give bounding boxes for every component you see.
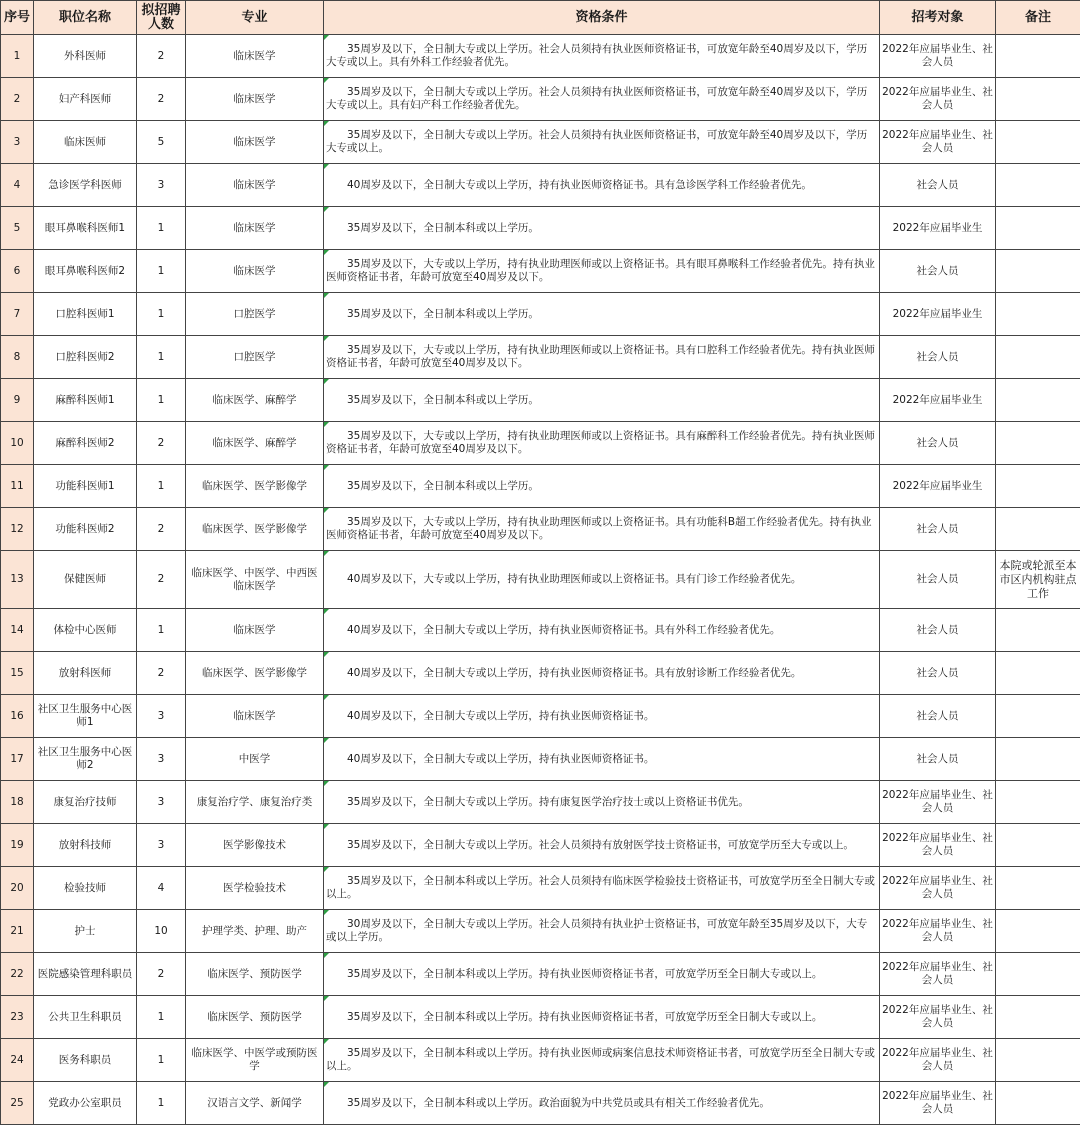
row-remark: 本院或轮派至本市区内机构驻点工作 [996,551,1080,609]
row-target: 2022年应届毕业生 [880,465,996,508]
row-target: 社会人员 [880,336,996,379]
row-major: 临床医学 [186,121,324,164]
row-target: 2022年应届毕业生、社会人员 [880,78,996,121]
row-conditions [324,996,880,1039]
header-position: 职位名称 [34,1,137,35]
row-major: 口腔医学 [186,293,324,336]
row-conditions-text: 35周岁及以下，大专或以上学历，持有执业助理医师或以上资格证书。具有口腔科工作经验者优先。持有执业医师资格证书者，年龄可放宽至40周岁及以下。 [326,344,875,370]
row-remark [996,781,1080,824]
table-row [1,1082,1080,1125]
row-major: 临床医学、麻醉学 [186,379,324,422]
cell-marker-icon [324,867,329,872]
row-conditions-text: 35周岁及以下，全日制大专或以上学历。社会人员须持有执业医师资格证书，可放宽年龄至40周岁及以下，学历大专或以上。具有妇产科工作经验者优先。 [326,86,875,112]
row-position: 眼耳鼻喉科医师1 [34,207,137,250]
row-target: 2022年应届毕业生、社会人员 [880,910,996,953]
row-major: 临床医学 [186,207,324,250]
row-seq: 8 [1,336,34,379]
row-seq: 15 [1,652,34,695]
row-target: 社会人员 [880,695,996,738]
row-position: 麻醉科医师2 [34,422,137,465]
row-count: 2 [137,35,186,78]
cell-marker-icon [324,824,329,829]
row-major: 临床医学、预防医学 [186,953,324,996]
row-conditions [324,508,880,551]
cell-marker-icon [324,738,329,743]
cell-marker-icon [324,164,329,169]
row-major: 临床医学、医学影像学 [186,465,324,508]
row-remark [996,738,1080,781]
cell-marker-icon [324,1039,329,1044]
row-remark [996,609,1080,652]
row-position: 放射科医师 [34,652,137,695]
row-seq: 1 [1,35,34,78]
row-conditions [324,35,880,78]
row-count: 4 [137,867,186,910]
row-target: 社会人员 [880,652,996,695]
row-target: 2022年应届毕业生、社会人员 [880,781,996,824]
row-count: 3 [137,164,186,207]
row-remark [996,867,1080,910]
row-conditions-text: 35周岁及以下，全日制大专或以上学历。社会人员须持有执业医师资格证书，可放宽年龄至40周岁及以下，学历大专或以上。具有外科工作经验者优先。 [326,43,875,69]
table-row [1,867,1080,910]
row-count: 5 [137,121,186,164]
cell-marker-icon [324,508,329,513]
row-position: 社区卫生服务中心医师1 [34,695,137,738]
row-conditions-text: 35周岁及以下，全日制本科或以上学历。持有执业医师资格证书者，可放宽学历至全日制大专或以上。 [326,1011,875,1024]
row-remark [996,953,1080,996]
row-seq: 20 [1,867,34,910]
table-body [1,35,1080,1125]
row-major: 临床医学、医学影像学 [186,508,324,551]
row-remark [996,996,1080,1039]
row-count: 2 [137,551,186,609]
row-remark [996,336,1080,379]
row-count: 1 [137,465,186,508]
row-major: 护理学类、护理、助产 [186,910,324,953]
table-row [1,953,1080,996]
cell-marker-icon [324,781,329,786]
row-conditions [324,379,880,422]
row-conditions [324,207,880,250]
row-count: 3 [137,695,186,738]
row-target: 社会人员 [880,738,996,781]
row-major: 医学检验技术 [186,867,324,910]
row-target: 2022年应届毕业生、社会人员 [880,953,996,996]
row-seq: 2 [1,78,34,121]
row-count: 3 [137,738,186,781]
row-seq: 9 [1,379,34,422]
row-position: 眼耳鼻喉科医师2 [34,250,137,293]
table-row [1,824,1080,867]
row-position: 医院感染管理科职员 [34,953,137,996]
row-remark [996,379,1080,422]
row-major: 临床医学、中医学、中西医临床医学 [186,551,324,609]
row-seq: 24 [1,1039,34,1082]
table-row [1,996,1080,1039]
row-position: 口腔科医师1 [34,293,137,336]
row-seq: 10 [1,422,34,465]
header-remark: 备注 [996,1,1080,35]
row-count: 2 [137,78,186,121]
row-count: 10 [137,910,186,953]
row-conditions-text: 35周岁及以下，全日制本科或以上学历。 [326,394,875,407]
row-remark [996,422,1080,465]
row-target: 社会人员 [880,164,996,207]
table-row [1,35,1080,78]
row-seq: 6 [1,250,34,293]
row-conditions-text: 35周岁及以下，大专或以上学历，持有执业助理医师或以上资格证书。具有麻醉科工作经验者优先。持有执业医师资格证书者，年龄可放宽至40周岁及以下。 [326,430,875,456]
row-conditions [324,121,880,164]
row-seq: 13 [1,551,34,609]
cell-marker-icon [324,250,329,255]
row-position: 检验技师 [34,867,137,910]
cell-marker-icon [324,910,329,915]
row-conditions [324,1039,880,1082]
row-conditions-text: 30周岁及以下，全日制大专或以上学历。社会人员须持有执业护士资格证书，可放宽年龄至35周岁及以下，大专或以上学历。 [326,918,875,944]
row-conditions [324,824,880,867]
row-remark [996,1039,1080,1082]
row-count: 1 [137,609,186,652]
row-conditions [324,609,880,652]
table-row [1,609,1080,652]
row-count: 1 [137,293,186,336]
row-position: 口腔科医师2 [34,336,137,379]
row-major: 临床医学、医学影像学 [186,652,324,695]
row-position: 外科医师 [34,35,137,78]
row-conditions [324,781,880,824]
row-conditions [324,164,880,207]
table-row [1,207,1080,250]
row-count: 1 [137,996,186,1039]
row-seq: 14 [1,609,34,652]
row-major: 医学影像技术 [186,824,324,867]
row-remark [996,910,1080,953]
table-row [1,336,1080,379]
table-row [1,164,1080,207]
row-position: 保健医师 [34,551,137,609]
row-target: 2022年应届毕业生、社会人员 [880,1039,996,1082]
row-seq: 22 [1,953,34,996]
table-row [1,121,1080,164]
row-count: 2 [137,652,186,695]
table-row [1,422,1080,465]
row-position: 党政办公室职员 [34,1082,137,1125]
table-row [1,695,1080,738]
table-row [1,551,1080,609]
row-target: 2022年应届毕业生 [880,293,996,336]
table-row [1,250,1080,293]
row-conditions-text: 40周岁及以下，大专或以上学历，持有执业助理医师或以上资格证书。具有门诊工作经验者优先。 [326,573,875,586]
row-major: 临床医学 [186,609,324,652]
row-conditions [324,652,880,695]
row-target: 2022年应届毕业生 [880,379,996,422]
row-position: 急诊医学科医师 [34,164,137,207]
header-target: 招考对象 [880,1,996,35]
row-seq: 7 [1,293,34,336]
row-target: 2022年应届毕业生、社会人员 [880,1082,996,1125]
row-remark [996,652,1080,695]
row-conditions-text: 35周岁及以下，大专或以上学历，持有执业助理医师或以上资格证书。具有眼耳鼻喉科工作经验者优先。持有执业医师资格证书者，年龄可放宽至40周岁及以下。 [326,258,875,284]
row-target: 2022年应届毕业生、社会人员 [880,35,996,78]
table-row [1,78,1080,121]
cell-marker-icon [324,35,329,40]
row-position: 功能科医师2 [34,508,137,551]
cell-marker-icon [324,1082,329,1087]
row-count: 1 [137,1039,186,1082]
cell-marker-icon [324,652,329,657]
row-major: 康复治疗学、康复治疗类 [186,781,324,824]
cell-marker-icon [324,551,329,556]
table-row [1,781,1080,824]
row-count: 2 [137,422,186,465]
row-count: 1 [137,336,186,379]
row-position: 医务科职员 [34,1039,137,1082]
table-row [1,738,1080,781]
row-remark [996,508,1080,551]
cell-marker-icon [324,121,329,126]
row-position: 康复治疗技师 [34,781,137,824]
cell-marker-icon [324,996,329,1001]
cell-marker-icon [324,422,329,427]
row-conditions-text: 35周岁及以下，全日制本科或以上学历。持有执业医师资格证书者，可放宽学历至全日制大专或以上。 [326,968,875,981]
row-position: 护士 [34,910,137,953]
row-seq: 4 [1,164,34,207]
row-position: 临床医师 [34,121,137,164]
row-remark [996,465,1080,508]
cell-marker-icon [324,293,329,298]
row-conditions [324,910,880,953]
row-position: 公共卫生科职员 [34,996,137,1039]
row-major: 临床医学 [186,695,324,738]
row-major: 临床医学、中医学或预防医学 [186,1039,324,1082]
row-conditions-text: 35周岁及以下，全日制大专或以上学历。社会人员须持有放射医学技士资格证书，可放宽学历至大专或以上。 [326,839,875,852]
row-count: 1 [137,1082,186,1125]
row-conditions [324,738,880,781]
row-remark [996,824,1080,867]
row-major: 临床医学 [186,78,324,121]
table-row [1,508,1080,551]
row-seq: 23 [1,996,34,1039]
row-conditions-text: 40周岁及以下，全日制大专或以上学历，持有执业医师资格证书。具有外科工作经验者优先。 [326,624,875,637]
row-conditions-text: 35周岁及以下，全日制大专或以上学历。持有康复医学治疗技士或以上资格证书优先。 [326,796,875,809]
row-position: 放射科技师 [34,824,137,867]
row-conditions-text: 35周岁及以下，全日制本科或以上学历。社会人员须持有临床医学检验技士资格证书，可放宽学历至全日制大专或以上。 [326,875,875,901]
row-target: 2022年应届毕业生、社会人员 [880,867,996,910]
row-count: 2 [137,953,186,996]
row-conditions-text: 35周岁及以下，全日制本科或以上学历。政治面貌为中共党员或具有相关工作经验者优先。 [326,1097,875,1110]
row-conditions-text: 35周岁及以下，全日制本科或以上学历。 [326,308,875,321]
row-position: 社区卫生服务中心医师2 [34,738,137,781]
row-position: 功能科医师1 [34,465,137,508]
row-seq: 11 [1,465,34,508]
row-target: 社会人员 [880,551,996,609]
header-count: 拟招聘人数 [137,1,186,35]
row-target: 社会人员 [880,609,996,652]
row-conditions-text: 40周岁及以下，全日制大专或以上学历，持有执业医师资格证书。 [326,753,875,766]
row-count: 3 [137,824,186,867]
cell-marker-icon [324,78,329,83]
row-conditions-text: 40周岁及以下，全日制大专或以上学历，持有执业医师资格证书。具有急诊医学科工作经验者优先。 [326,179,875,192]
row-target: 社会人员 [880,422,996,465]
row-target: 2022年应届毕业生、社会人员 [880,996,996,1039]
row-seq: 18 [1,781,34,824]
row-count: 1 [137,207,186,250]
row-seq: 5 [1,207,34,250]
row-conditions [324,695,880,738]
table-row [1,379,1080,422]
cell-marker-icon [324,953,329,958]
table-row [1,652,1080,695]
row-remark [996,293,1080,336]
row-target: 社会人员 [880,250,996,293]
cell-marker-icon [324,379,329,384]
table-row [1,293,1080,336]
row-remark [996,35,1080,78]
row-major: 临床医学 [186,164,324,207]
row-seq: 16 [1,695,34,738]
header-row [1,1,1080,35]
header-seq: 序号 [1,1,34,35]
header-major: 专业 [186,1,324,35]
row-position: 妇产科医师 [34,78,137,121]
row-position: 麻醉科医师1 [34,379,137,422]
row-major: 临床医学、麻醉学 [186,422,324,465]
row-major: 临床医学 [186,35,324,78]
row-conditions [324,336,880,379]
row-remark [996,695,1080,738]
row-seq: 19 [1,824,34,867]
row-conditions [324,250,880,293]
row-count: 2 [137,508,186,551]
row-conditions [324,1082,880,1125]
row-conditions [324,465,880,508]
cell-marker-icon [324,207,329,212]
table-row [1,910,1080,953]
row-conditions-text: 35周岁及以下，大专或以上学历，持有执业助理医师或以上资格证书。具有功能科B超工作经验者优先。持有执业医师资格证书者，年龄可放宽至40周岁及以下。 [326,516,875,542]
row-remark [996,207,1080,250]
row-count: 1 [137,379,186,422]
row-seq: 17 [1,738,34,781]
row-remark [996,250,1080,293]
row-remark [996,121,1080,164]
row-conditions-text: 35周岁及以下，全日制大专或以上学历。社会人员须持有执业医师资格证书，可放宽年龄至40周岁及以下，学历大专或以上。 [326,129,875,155]
row-conditions [324,293,880,336]
row-count: 3 [137,781,186,824]
row-major: 临床医学、预防医学 [186,996,324,1039]
row-major: 临床医学 [186,250,324,293]
row-conditions-text: 35周岁及以下，全日制本科或以上学历。 [326,222,875,235]
row-conditions [324,78,880,121]
cell-marker-icon [324,465,329,470]
cell-marker-icon [324,336,329,341]
row-seq: 3 [1,121,34,164]
row-target: 社会人员 [880,508,996,551]
row-major: 口腔医学 [186,336,324,379]
row-conditions-text: 40周岁及以下，全日制大专或以上学历，持有执业医师资格证书。具有放射诊断工作经验者优先。 [326,667,875,680]
row-target: 2022年应届毕业生、社会人员 [880,121,996,164]
row-major: 中医学 [186,738,324,781]
row-remark [996,1082,1080,1125]
row-conditions-text: 40周岁及以下，全日制大专或以上学历，持有执业医师资格证书。 [326,710,875,723]
row-conditions [324,422,880,465]
cell-marker-icon [324,609,329,614]
row-conditions-text: 35周岁及以下，全日制本科或以上学历。 [326,480,875,493]
row-count: 1 [137,250,186,293]
row-conditions [324,551,880,609]
table-row [1,1039,1080,1082]
row-conditions-text: 35周岁及以下，全日制本科或以上学历。持有执业医师或病案信息技术师资格证书者，可放宽学历至全日制大专或以上。 [326,1047,875,1073]
row-conditions [324,953,880,996]
header-conditions: 资格条件 [324,1,880,35]
row-major: 汉语言文学、新闻学 [186,1082,324,1125]
row-conditions [324,867,880,910]
table-row [1,465,1080,508]
row-remark [996,164,1080,207]
row-seq: 21 [1,910,34,953]
row-target: 2022年应届毕业生、社会人员 [880,824,996,867]
row-seq: 12 [1,508,34,551]
cell-marker-icon [324,695,329,700]
row-position: 体检中心医师 [34,609,137,652]
row-target: 2022年应届毕业生 [880,207,996,250]
row-remark [996,78,1080,121]
row-seq: 25 [1,1082,34,1125]
